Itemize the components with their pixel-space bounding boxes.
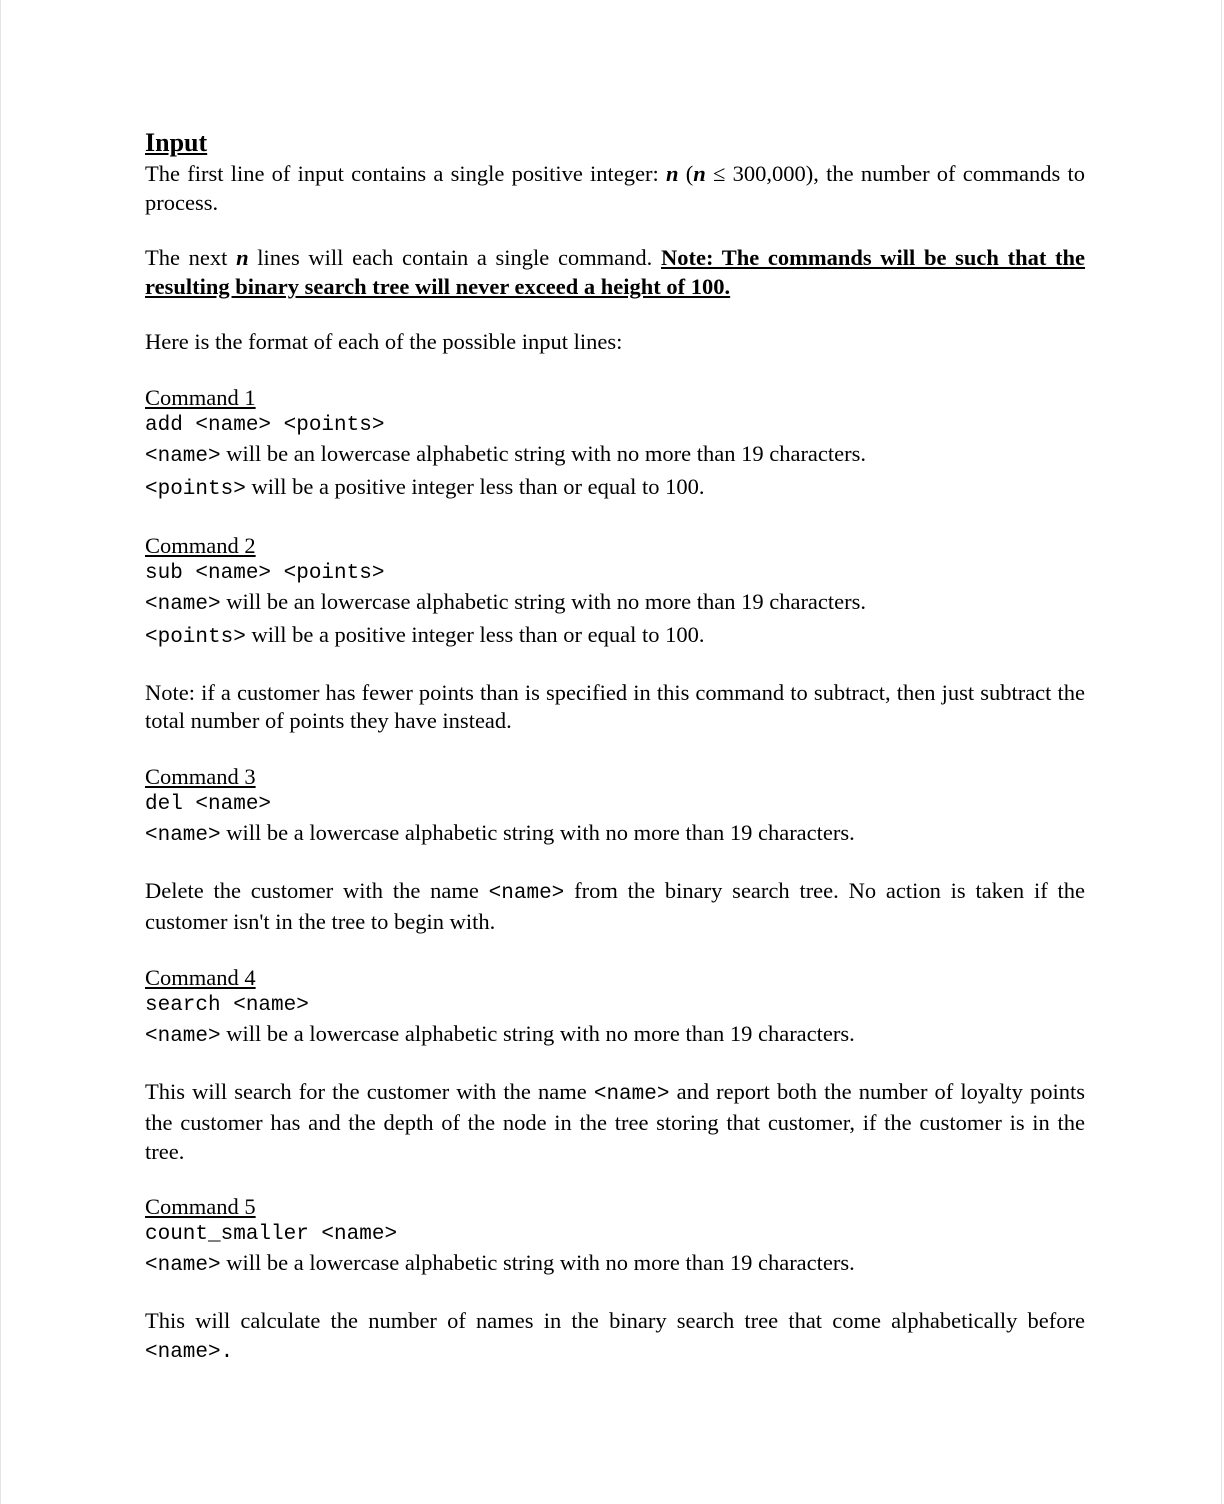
note-text: from the binary search tree. No action is taken if the customer isn't in the tree to begin with.	[145, 877, 1085, 934]
command-title: Command 1	[145, 384, 256, 410]
intro-text: (	[678, 161, 694, 186]
command-1-block	[145, 384, 1085, 505]
param-line	[145, 620, 1085, 653]
command-syntax: add <name> <points>	[145, 413, 385, 437]
param-desc: will be a lowercase alphabetic string with no more than 19 characters.	[220, 1020, 855, 1046]
param-line	[145, 1248, 1085, 1281]
param-desc: will be a positive integer less than or equal to 100.	[245, 473, 705, 499]
param-code: <points>	[145, 625, 246, 649]
command-note	[145, 877, 1085, 937]
param-code: <name>	[145, 444, 221, 468]
note-text: This will calculate the number of names in the binary search tree that come alphabetically before	[145, 1308, 1085, 1333]
param-line	[145, 472, 1085, 505]
param-code: <name>	[145, 1254, 221, 1277]
note-text: Delete the customer with the name	[145, 877, 489, 903]
intro-paragraph-3: Here is the format of each of the possible input lines:	[145, 329, 623, 354]
command-4-block	[145, 964, 1085, 1167]
note-text: and report both the number of loyalty points the customer has and the depth of the node in the tree storing that customer, if the customer is in the tree.	[145, 1078, 1085, 1164]
command-note	[145, 1078, 1085, 1167]
command-title: Command 3	[145, 763, 256, 789]
height-note: Note: The commands will be such that the resulting binary search tree will never exceed a height of 100.	[145, 245, 1086, 299]
param-code: <name>	[145, 823, 221, 847]
command-note	[145, 1307, 1085, 1367]
command-title: Command 4	[145, 964, 256, 990]
document-content	[145, 126, 1085, 1367]
variable-n: n	[236, 245, 249, 270]
param-line	[145, 587, 1085, 620]
param-desc: will be an lowercase alphabetic string with no more than 19 characters.	[220, 440, 867, 466]
intro-paragraph-2	[145, 244, 1085, 301]
command-syntax: count_smaller <name>	[145, 1223, 398, 1246]
command-note: Note: if a customer has fewer points than is specified in this command to subtract, then just subtract the total number of points they have instead.	[145, 679, 1085, 733]
command-syntax: search <name>	[145, 993, 309, 1017]
param-code: <points>	[145, 477, 246, 501]
command-title: Command 2	[145, 532, 256, 558]
command-syntax: sub <name> <points>	[145, 561, 385, 585]
intro-text: ≤ 300,000), the number of commands to process.	[145, 161, 1085, 215]
param-desc: will be a lowercase alphabetic string with no more than 19 characters.	[220, 1250, 855, 1275]
command-syntax: del <name>	[145, 792, 272, 816]
command-5-block	[145, 1193, 1085, 1367]
section-heading: Input	[145, 128, 208, 157]
param-code: <name>	[145, 592, 221, 616]
variable-n: n	[666, 161, 679, 186]
param-line	[145, 439, 1085, 472]
param-line	[145, 818, 1085, 851]
param-code: <name>	[145, 1024, 221, 1048]
note-text: This will search for the customer with the name	[145, 1078, 594, 1104]
param-desc: will be a lowercase alphabetic string with no more than 19 characters.	[220, 819, 855, 845]
intro-text: lines will each contain a single command.	[248, 245, 661, 270]
param-desc: will be an lowercase alphabetic string with no more than 19 characters.	[220, 588, 867, 614]
command-3-block	[145, 763, 1085, 937]
param-line	[145, 1019, 1085, 1052]
param-code: <name>.	[145, 1340, 234, 1364]
param-code: <name>	[488, 881, 565, 905]
param-desc: will be a positive integer less than or equal to 100.	[245, 621, 705, 647]
intro-paragraph-1	[145, 160, 1085, 217]
variable-n: n	[693, 161, 706, 186]
param-code: <name>	[593, 1082, 670, 1106]
intro-text: The first line of input contains a single positive integer:	[145, 161, 667, 186]
command-title: Command 5	[145, 1194, 256, 1219]
intro-text: The next	[145, 245, 237, 270]
command-2-block	[145, 532, 1085, 736]
